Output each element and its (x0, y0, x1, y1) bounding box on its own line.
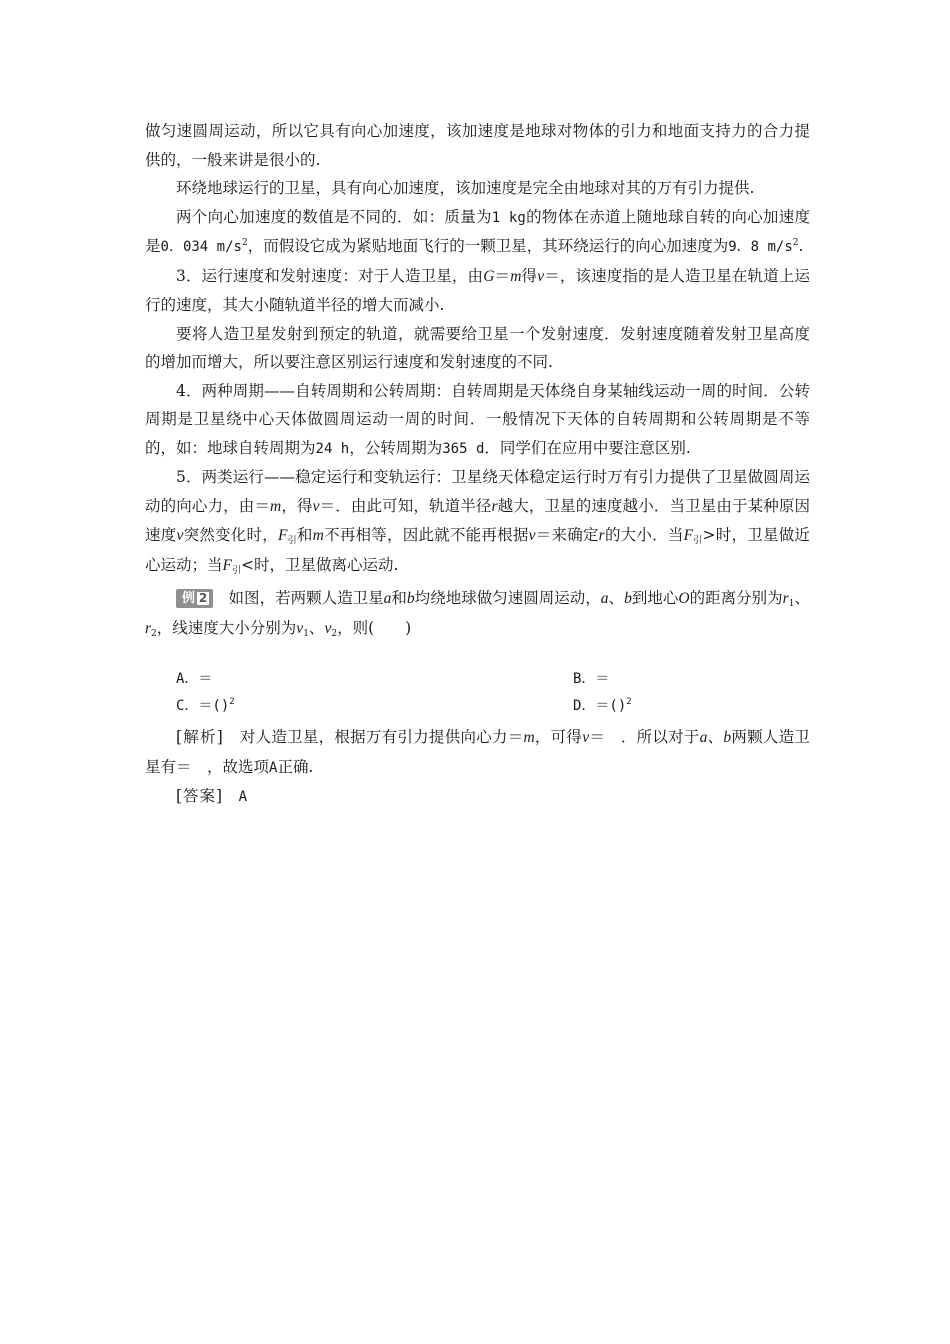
symbol-m: m (312, 527, 324, 544)
text: 突然变化时， (183, 526, 278, 544)
symbol-v: v (582, 729, 590, 746)
answer-value: A (238, 789, 248, 805)
subscript: 引 (693, 536, 703, 546)
text: 和 (296, 526, 313, 544)
text: 5．两类运行——稳定运行和变轨运行：卫星绕天体稳定运行时万有引力提供了卫星做圆周运动的向心力，由＝ (145, 468, 810, 515)
symbol-a: a (699, 729, 708, 746)
text: 、 (794, 589, 810, 607)
text: ＝，该速度指的是人造卫星在轨道上运行的速度，其大小随轨道半径的增大而减小. (145, 266, 810, 314)
text: 正确. (277, 757, 314, 776)
option-c-text: C．＝() (176, 698, 230, 714)
symbol-a: a (383, 590, 392, 607)
text: 环绕地球运行的卫星，具有向心加速度，该加速度是完全由地球对其的万有引力提供. (176, 179, 755, 197)
answer-tag: [答案] (176, 787, 224, 805)
superscript: 2 (792, 238, 799, 248)
badge-number: 2 (198, 591, 208, 605)
option-a[interactable] (176, 669, 212, 689)
symbol-v: v (312, 497, 320, 515)
text: 的物体在赤道上随地球自转的向心加速度是 (145, 207, 810, 255)
answer-options (145, 669, 810, 723)
text: ，则( ) (337, 618, 412, 637)
symbol-a: a (600, 590, 609, 607)
text: 的距离分别为 (689, 589, 783, 607)
superscript: 2 (241, 238, 248, 248)
symbol-r: r (491, 497, 498, 515)
text: ＝．由此可知，轨道半径 (319, 496, 492, 515)
symbol-m: m (270, 497, 282, 515)
option-d-text: D．＝() (573, 698, 627, 714)
text: 的大小．当 (604, 526, 684, 544)
analysis-tag: [解析] (176, 728, 224, 746)
subscript: 1 (788, 599, 795, 609)
symbol-v: v (176, 527, 184, 544)
text: ，得 (281, 496, 313, 515)
paragraph-centripetal-intro (145, 117, 810, 174)
symbol-F: F (683, 527, 694, 544)
badge-label: 例 (182, 591, 196, 606)
paragraph-orbit-types (145, 463, 810, 580)
symbol-O: O (678, 590, 690, 607)
subscript: 引 (287, 536, 297, 546)
option-c[interactable] (176, 696, 235, 716)
text: 两个向心加速度的数值是不同的．如：质量为 (176, 207, 492, 226)
option-b-text: B．＝ (573, 671, 610, 687)
text: 越大，卫星的速度越小．当卫星由于某种原因速度 (145, 496, 810, 544)
subscript: 引 (231, 565, 241, 576)
symbol-m: m (510, 267, 522, 285)
text: 4．两种周期——自转周期和公转周期：自转周期是天体绕自身某轴线运动一周的时间．公转周期是卫星绕中心天体做圆周运动一周的时间．一般情况下天体的自转周期和公转周期是不等的，如：地球自转周期为 (145, 381, 810, 457)
text: 得 (521, 266, 538, 285)
symbol-r: r (145, 619, 152, 637)
text: ＝ ．所以对于 (589, 728, 700, 746)
text: ＝ (494, 266, 511, 285)
symbol-b: b (624, 590, 632, 607)
symbol-G: G (483, 267, 495, 285)
text: 不再相等，因此就不能再根据 (323, 526, 529, 544)
acceleration-value-1: 0．034 m/s (160, 239, 242, 255)
symbol-v: v (324, 619, 332, 637)
paragraph-periods (145, 377, 810, 464)
rotation-period-value: 24 h (315, 440, 350, 457)
symbol-v: v (528, 527, 536, 544)
text: 两颗人造卫星有＝ ，故选项 (145, 728, 810, 776)
text: ，而假设它成为紧贴地面飞行的一颗卫星，其环绕运行的向心加速度为 (247, 237, 729, 255)
text: 3．运行速度和发射速度：对于人造卫星，由 (176, 266, 484, 285)
symbol-b: b (406, 590, 415, 607)
text: . (798, 237, 804, 255)
symbol-F: F (222, 556, 232, 574)
symbol-v: v (537, 267, 545, 285)
acceleration-value-2: 9．8 m/s (728, 239, 793, 255)
symbol-F: F (277, 527, 288, 544)
text: 要将人造卫星发射到预定的轨道，就需要给卫星一个发射速度．发射速度随着发射卫星高度的增加而增大，所以要注意区别运行速度和发射速度的不同. (145, 324, 810, 371)
answer-paragraph (145, 782, 810, 812)
symbol-r: r (782, 590, 789, 607)
symbol-r: r (598, 527, 605, 544)
subscript: 1 (303, 628, 309, 639)
example-question (145, 584, 810, 643)
option-b[interactable] (573, 669, 609, 689)
symbol-m: m (523, 729, 535, 746)
text: 对人造卫星，根据万有引力提供向心力＝ (239, 728, 524, 746)
text: ，公转周期为 (349, 438, 443, 457)
text: 做匀速圆周运动，所以它具有向心加速度，该加速度是地球对物体的引力和地面支持力的合力提供的，一般来讲是很小的. (145, 122, 810, 169)
text: 、 (707, 728, 724, 746)
text: 、 (308, 618, 325, 637)
subscript: 2 (331, 628, 338, 639)
option-a-text: A．＝ (176, 671, 213, 687)
subscript: 2 (151, 628, 157, 639)
text: 和 (391, 589, 407, 607)
paragraph-satellite-acceleration (145, 174, 810, 203)
text: ，可得 (534, 728, 583, 746)
option-ref: A (269, 759, 278, 776)
text: 均绕地球做匀速圆周运动， (414, 589, 601, 607)
analysis-paragraph (145, 723, 810, 782)
revolution-period-value: 365 d (442, 440, 485, 457)
text: ＝来确定 (535, 526, 599, 544)
paragraph-launch-speed (145, 320, 810, 377)
option-d[interactable] (573, 696, 632, 716)
text: 到地心 (631, 589, 679, 607)
text: >时，卫星做近心运动；当 (145, 526, 810, 574)
superscript: 2 (626, 697, 632, 707)
document-page (145, 117, 810, 812)
paragraph-orbital-speed (145, 262, 810, 320)
text: <时，卫星做离心运动. (241, 555, 399, 574)
text: 、 (608, 589, 625, 607)
example-badge (176, 589, 213, 608)
mass-value: 1 kg (491, 209, 526, 226)
spacer (145, 643, 810, 665)
symbol-b: b (723, 729, 732, 746)
text: ．同学们在应用中要注意区别. (484, 438, 691, 457)
paragraph-acceleration-values (145, 203, 810, 262)
text: 如图，若两颗人造卫星 (228, 589, 384, 607)
superscript: 2 (229, 697, 235, 707)
symbol-v: v (296, 619, 304, 637)
text: ，线速度大小分别为 (156, 618, 297, 637)
